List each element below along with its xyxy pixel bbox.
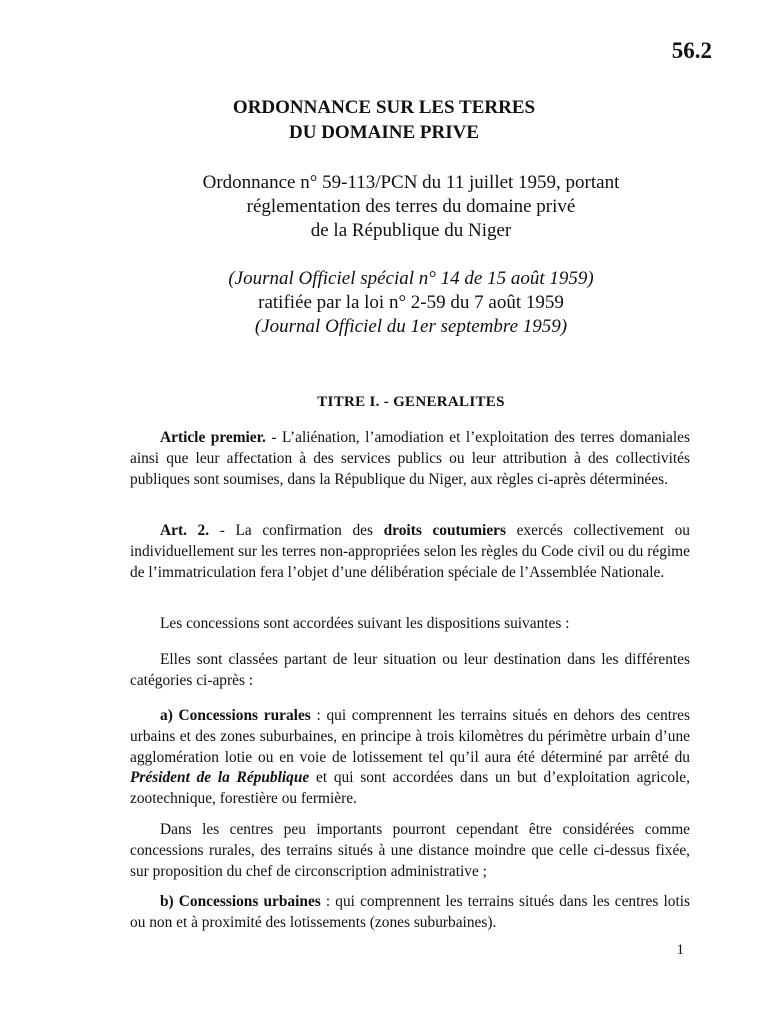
item-a-text-1: : qui comprennent les terrains situés en dehors des centres urbains et des zones suburbaines, en principe à trois kilomètres du périmètre urbain d’une agglomération lotie ou en voie de lotissement tel qu’il aura été déterminé par arrêté du [130, 707, 690, 766]
paragraph-concessions-intro [130, 614, 690, 635]
page-number: 1 [676, 942, 684, 958]
paragraph-4: Elles sont classées partant de leur situation ou leur destination dans les différentes catégories ci-après : [130, 651, 690, 689]
subtitle-line-1: Ordonnance n° 59-113/PCN du 11 juillet 1959, portant [202, 172, 620, 193]
subtitle-line-2: réglementation des terres du domaine privé [246, 196, 576, 217]
article-2-text: exercés collectivement ou individuellement sur les terres non-appropriées selon les règles du Code civil ou du régime de l’immatriculation fera l’objet d’une délibération spéciale de l’Assemblée Nationale. [130, 522, 690, 581]
subtitle-line-3: de la République du Niger [310, 220, 512, 241]
paragraph-categories [130, 650, 690, 692]
article-1-text: - L’aliénation, l’amodiation et l’exploitation des terres domaniales ainsi que leur affectation à des services publics ou leur attribution à des collectivités publiques sont soumises, dans la République du Niger, aux règles ci-après déterminées. [130, 429, 690, 488]
ordinance-subtitle [0, 171, 768, 243]
section-heading: TITRE I. - GENERALITES [317, 394, 505, 410]
article-2-bold-term: droits coutumiers [383, 522, 506, 539]
paragraph-6: Dans les centres peu importants pourront cependant être considérées comme concessions rurales, des terrains situés à une distance moindre que celle ci-dessus fixée, sur proposition du chef de circonscription administrative ; [130, 821, 690, 880]
journal-line-2: ratifiée par la loi n° 2-59 du 7 août 1959 [258, 292, 564, 313]
article-1 [130, 428, 690, 490]
item-b-label: b) Concessions urbaines [160, 893, 321, 910]
item-b-text: : qui comprennent les terrains situés dans les centres lotis ou non et à proximité des lotissements (zones suburbaines). [130, 893, 690, 931]
title-line-2: DU DOMAINE PRIVE [289, 122, 479, 143]
item-a-text-2: et qui sont accordées dans un but d’exploitation agricole, zootechnique, forestière ou fermière. [130, 769, 690, 808]
article-1-label: Article premier. [160, 429, 266, 446]
paragraph-3: Les concessions sont accordées suivant les dispositions suivantes : [160, 615, 570, 632]
paragraph-small-centres [130, 820, 690, 882]
item-a-rural-concessions [130, 706, 690, 810]
article-2 [130, 521, 690, 583]
journal-reference [0, 267, 768, 339]
article-2-intro: - La confirmation des [209, 522, 384, 539]
journal-line-1: (Journal Officiel spécial n° 14 de 15 août 1959) [228, 268, 594, 289]
item-b-urban-concessions [130, 892, 690, 934]
article-2-label: Art. 2. [160, 522, 210, 539]
item-a-italic: Président de la République [130, 769, 310, 787]
document-reference-number: 56.2 [671, 38, 712, 63]
journal-line-3: (Journal Officiel du 1er septembre 1959) [254, 316, 568, 337]
title-line-1: ORDONNANCE SUR LES TERRES [232, 97, 536, 118]
document-title [0, 95, 768, 145]
item-a-label: a) Concessions rurales [160, 707, 311, 724]
